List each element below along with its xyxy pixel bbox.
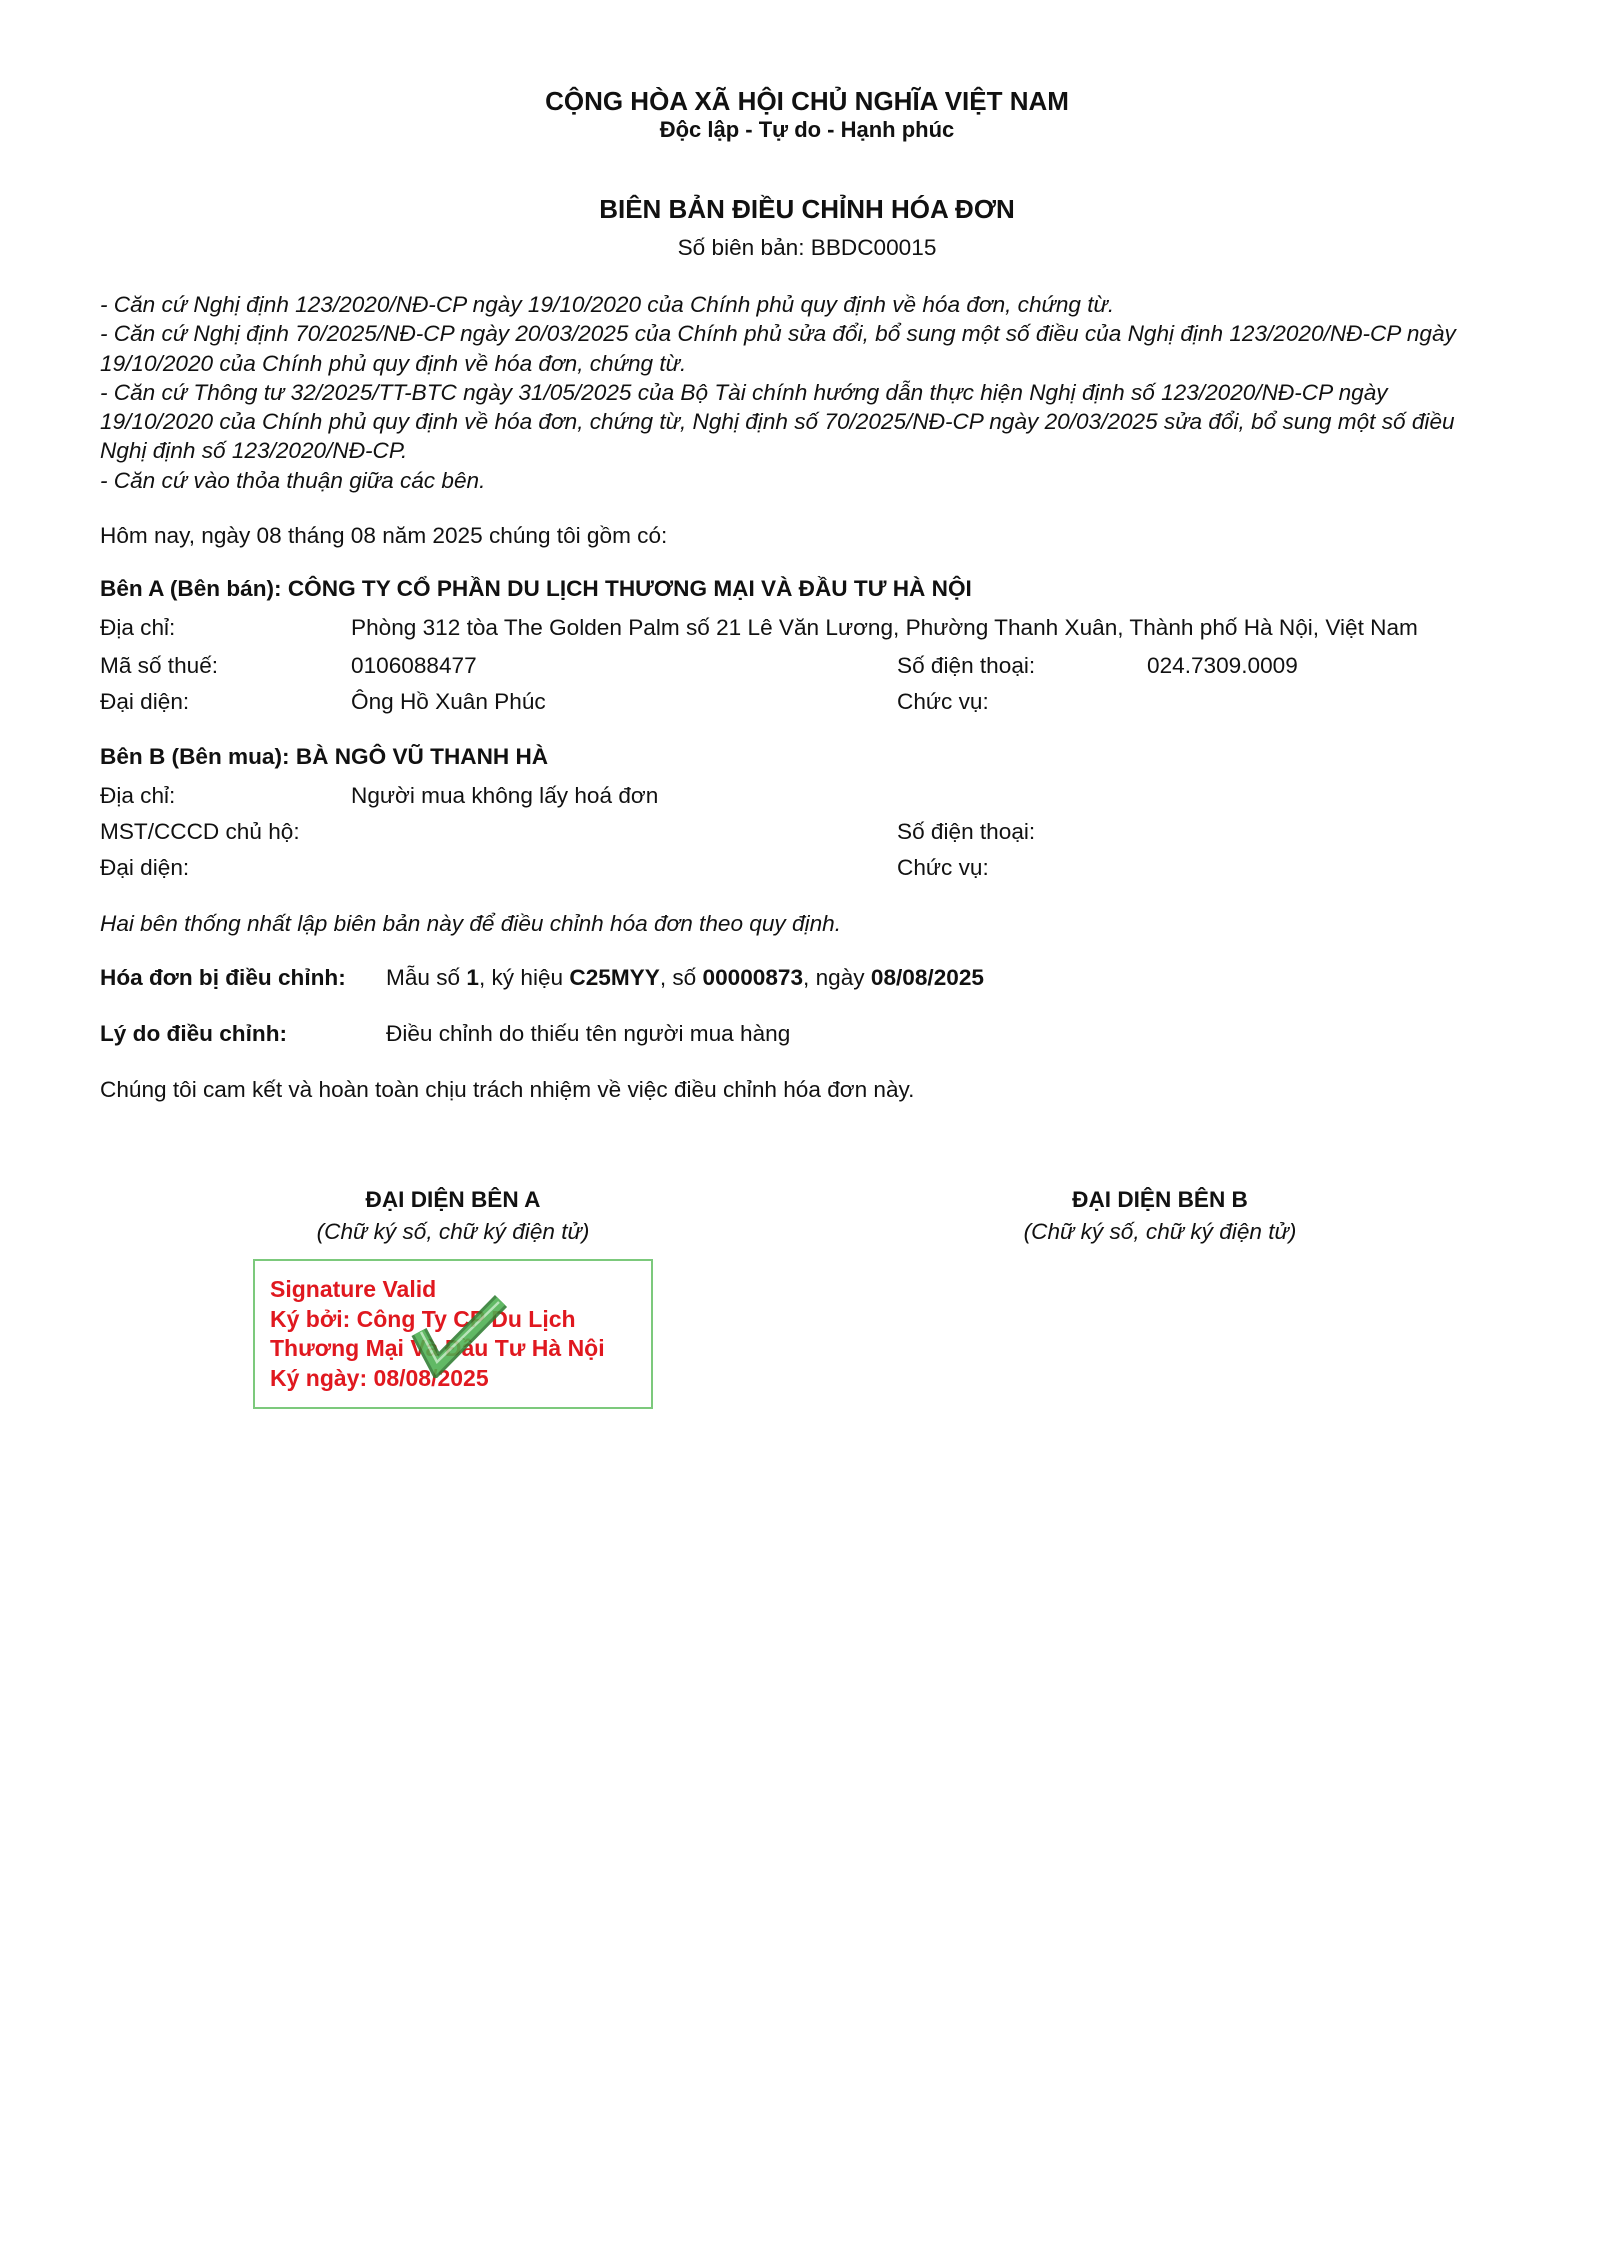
- party-a-address-row: [0, 614, 1600, 642]
- party-b-rep-row: [0, 854, 1600, 882]
- party-b-position-label: Chức vụ:: [897, 855, 989, 880]
- document-number-value: BBDC00015: [810, 235, 937, 260]
- party-a-tax-code: 0106088477: [351, 653, 477, 678]
- legal-basis-line: 19/10/2020 của Chính phủ quy định về hóa đơn, chứng từ.: [100, 350, 687, 376]
- intro-text: Hôm nay, ngày 08 tháng 08 năm 2025 chúng tôi gồm có:: [100, 523, 668, 548]
- party-a-position-label: Chức vụ:: [897, 689, 989, 714]
- party-a-address: Phòng 312 tòa The Golden Palm số 21 Lê Văn Lương, Phường Thanh Xuân, Thành phố Hà Nội, Việt Nam: [351, 615, 1418, 640]
- reason-row: [0, 1020, 1600, 1048]
- signature-signer-line: Ký bởi: Công Ty CP Du Lịch: [270, 1305, 576, 1332]
- party-a-rep: Ông Hồ Xuân Phúc: [351, 689, 546, 714]
- legal-basis-line: - Căn cứ Thông tư 32/2025/TT-BTC ngày 31/05/2025 của Bộ Tài chính hướng dẫn thực hiện Nghị định số 123/2020/NĐ-CP ngày: [100, 379, 1388, 405]
- party-b-address-row: [0, 782, 1600, 810]
- legal-basis-line: - Căn cứ vào thỏa thuận giữa các bên.: [100, 467, 486, 493]
- party-a-address-label: Địa chỉ:: [100, 615, 176, 640]
- document-number: [100, 234, 1514, 262]
- legal-basis-item: [100, 319, 1456, 378]
- party-a-phone: 024.7309.0009: [1147, 653, 1298, 678]
- national-title: CỘNG HÒA XÃ HỘI CHỦ NGHĨA VIỆT NAM: [545, 86, 1069, 116]
- party-a-tax-label: Mã số thuế:: [100, 653, 219, 678]
- invoice-form-label: Mẫu số: [386, 965, 461, 990]
- legal-bases: [100, 290, 1456, 495]
- national-motto: Độc lập - Tự do - Hạnh phúc: [659, 117, 955, 142]
- invoice-form-number: 1: [466, 965, 479, 990]
- party-b-address-label: Địa chỉ:: [100, 783, 176, 808]
- adjusted-invoice-label: Hóa đơn bị điều chỉnh:: [100, 965, 346, 990]
- party-b-heading: [100, 743, 548, 771]
- party-b-rep-label: Đại diện:: [100, 855, 190, 880]
- document-number-label: Số biên bản:: [677, 235, 805, 260]
- party-a-tax-row: [0, 652, 1600, 680]
- adjusted-invoice-details: [386, 964, 984, 992]
- party-b-phone-label: Số điện thoại:: [897, 819, 1036, 844]
- commitment-text: Chúng tôi cam kết và hoàn toàn chịu trách nhiệm về việc điều chỉnh hóa đơn này.: [100, 1077, 915, 1102]
- legal-basis-item: [100, 466, 1456, 495]
- signature-status: Signature Valid: [270, 1276, 437, 1302]
- legal-basis-line: - Căn cứ Nghị định 123/2020/NĐ-CP ngày 19/10/2020 của Chính phủ quy định về hóa đơn, chứng từ.: [100, 292, 1115, 317]
- party-a-phone-label: Số điện thoại:: [897, 653, 1036, 678]
- reason-label: Lý do điều chỉnh:: [100, 1021, 288, 1046]
- legal-basis-item: [100, 378, 1456, 466]
- party-a-heading: [100, 575, 972, 603]
- legal-basis-line: Nghị định số 123/2020/NĐ-CP.: [100, 438, 408, 464]
- party-b-id-label: MST/CCCD chủ hộ:: [100, 819, 300, 844]
- invoice-symbol-label: , ký hiệu: [478, 965, 564, 990]
- reason-value: Điều chỉnh do thiếu tên người mua hàng: [386, 1021, 791, 1046]
- seller-signature-note: (Chữ ký số, chữ ký điện tử): [316, 1219, 590, 1244]
- invoice-symbol: C25MYY: [569, 965, 660, 990]
- legal-basis-line: 19/10/2020 của Chính phủ quy định về hóa đơn, chứng từ, Nghị định số 70/2025/NĐ-CP ngày 20/03/2025 sửa đổi, bổ sung một số điều: [100, 409, 1455, 435]
- signature-signer-line: Thương Mại Và Đầu Tư Hà Nội: [270, 1335, 605, 1362]
- agreement-text: Hai bên thống nhất lập biên bản này để điều chỉnh hóa đơn theo quy định.: [100, 911, 842, 936]
- seller-signature-title: ĐẠI DIỆN BÊN A: [365, 1187, 541, 1212]
- party-b-heading-label: Bên B (Bên mua):: [100, 744, 290, 769]
- party-b-name: BÀ NGÔ VŨ THANH HÀ: [295, 744, 549, 769]
- party-a-name: CÔNG TY CỔ PHẦN DU LỊCH THƯƠNG MẠI VÀ ĐẦU TƯ HÀ NỘI: [287, 576, 972, 601]
- party-b-address: Người mua không lấy hoá đơn: [351, 783, 659, 808]
- document-title: BIÊN BẢN ĐIỀU CHỈNH HÓA ĐƠN: [599, 194, 1015, 224]
- party-b-id-row: [0, 818, 1600, 846]
- legal-basis-item: [100, 290, 1456, 319]
- party-a-rep-row: [0, 688, 1600, 716]
- signature-date: Ký ngày: 08/08/2025: [270, 1364, 489, 1391]
- checkmark-icon: [404, 1290, 512, 1378]
- invoice-number: 00000873: [702, 965, 804, 990]
- invoice-date: 08/08/2025: [870, 965, 984, 990]
- invoice-number-label: , số: [659, 965, 697, 990]
- buyer-signature-note: (Chữ ký số, chữ ký điện tử): [1023, 1219, 1297, 1244]
- party-a-rep-label: Đại diện:: [100, 689, 190, 714]
- buyer-signature-title: ĐẠI DIỆN BÊN B: [1072, 1187, 1248, 1212]
- legal-basis-line: - Căn cứ Nghị định 70/2025/NĐ-CP ngày 20/03/2025 của Chính phủ sửa đổi, bổ sung một số điều của Nghị định 123/2020/NĐ-CP ngày: [100, 321, 1456, 347]
- adjusted-invoice-row: [0, 964, 1600, 992]
- party-a-heading-label: Bên A (Bên bán):: [100, 576, 282, 601]
- invoice-date-label: , ngày: [803, 965, 865, 990]
